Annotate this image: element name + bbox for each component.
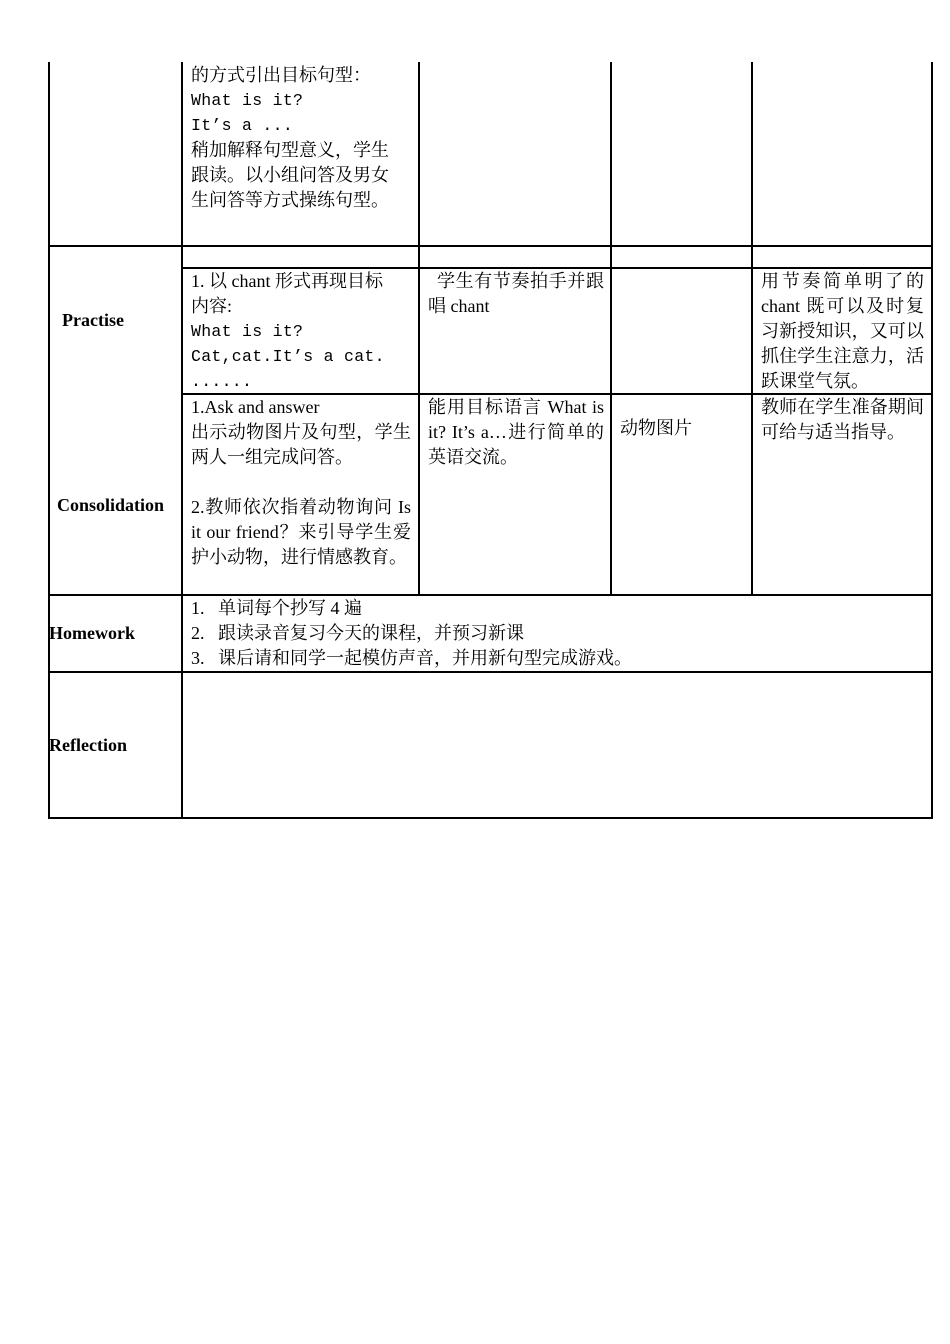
practise-label: Practise xyxy=(62,310,124,330)
top-row-activity-cell xyxy=(191,63,413,213)
consolidation-activity-1-text: 出示动物图片及句型，学生两人一组完成问答。 xyxy=(191,422,411,467)
top-activity-line-1: 的方式引出目标句型： xyxy=(191,65,371,85)
top-activity-line-5: 跟读。以小组问答及男女 xyxy=(191,165,389,185)
practise-activity-line-2: 内容: xyxy=(191,296,233,316)
consolidation-activity-cell xyxy=(191,395,411,570)
column-divider-2 xyxy=(418,62,420,595)
top-activity-line-2: What is it? xyxy=(191,91,304,110)
homework-label: Homework xyxy=(49,623,135,643)
table-border-bottom xyxy=(48,817,933,819)
consolidation-spacer xyxy=(191,470,411,495)
consolidation-aids-cell: 动物图片 xyxy=(620,418,692,438)
homework-item-2: 2. 跟读录音复习今天的课程，并预习新课 xyxy=(191,623,524,643)
row-divider-homework xyxy=(48,671,933,673)
top-activity-line-3: It’s a ... xyxy=(191,116,294,135)
consolidation-activity-1-title: 1.Ask and answer xyxy=(191,397,320,417)
column-divider-1 xyxy=(181,62,183,819)
reflection-content-cell xyxy=(191,675,926,813)
practise-activity-line-3: What is it? xyxy=(191,322,304,341)
practise-activity-line-4: Cat,cat.It’s a cat. xyxy=(191,347,385,366)
row-divider-top xyxy=(48,245,933,247)
consolidation-student-cell: 能用目标语言 What is it? It’s a…进行简单的英语交流。 xyxy=(428,397,604,467)
practise-purpose-cell: 用节奏简单明了的 chant 既可以及时复习新授知识，又可以抓住学生注意力，活跃课堂气氛。 xyxy=(761,271,924,391)
top-activity-line-6: 生问答等方式操练句型。 xyxy=(191,190,389,210)
table-border-left xyxy=(48,62,50,819)
homework-list xyxy=(191,596,926,671)
practise-activity-line-1: 1. 以 chant 形式再现目标 xyxy=(191,271,383,291)
column-divider-3 xyxy=(610,62,612,595)
practise-activity-line-5: ...... xyxy=(191,372,253,391)
consolidation-label: Consolidation xyxy=(57,495,165,515)
column-divider-4 xyxy=(751,62,753,595)
consolidation-purpose-cell: 教师在学生准备期间可给与适当指导。 xyxy=(761,397,924,442)
homework-item-3: 3. 课后请和同学一起模仿声音，并用新句型完成游戏。 xyxy=(191,648,632,668)
homework-item-1: 1. 单词每个抄写 4 遍 xyxy=(191,598,362,618)
table-border-right xyxy=(931,62,933,819)
consolidation-activity-2-text: 2.教师依次指着动物询问 Is it our friend？来引导学生爱护小动物，进行情感教育。 xyxy=(191,497,411,567)
practise-student-cell: 学生有节奏拍手并跟唱 chant xyxy=(428,271,604,316)
practise-activity-cell xyxy=(191,269,413,394)
top-activity-line-4: 稍加解释句型意义，学生 xyxy=(191,140,389,160)
reflection-label: Reflection xyxy=(49,735,127,755)
